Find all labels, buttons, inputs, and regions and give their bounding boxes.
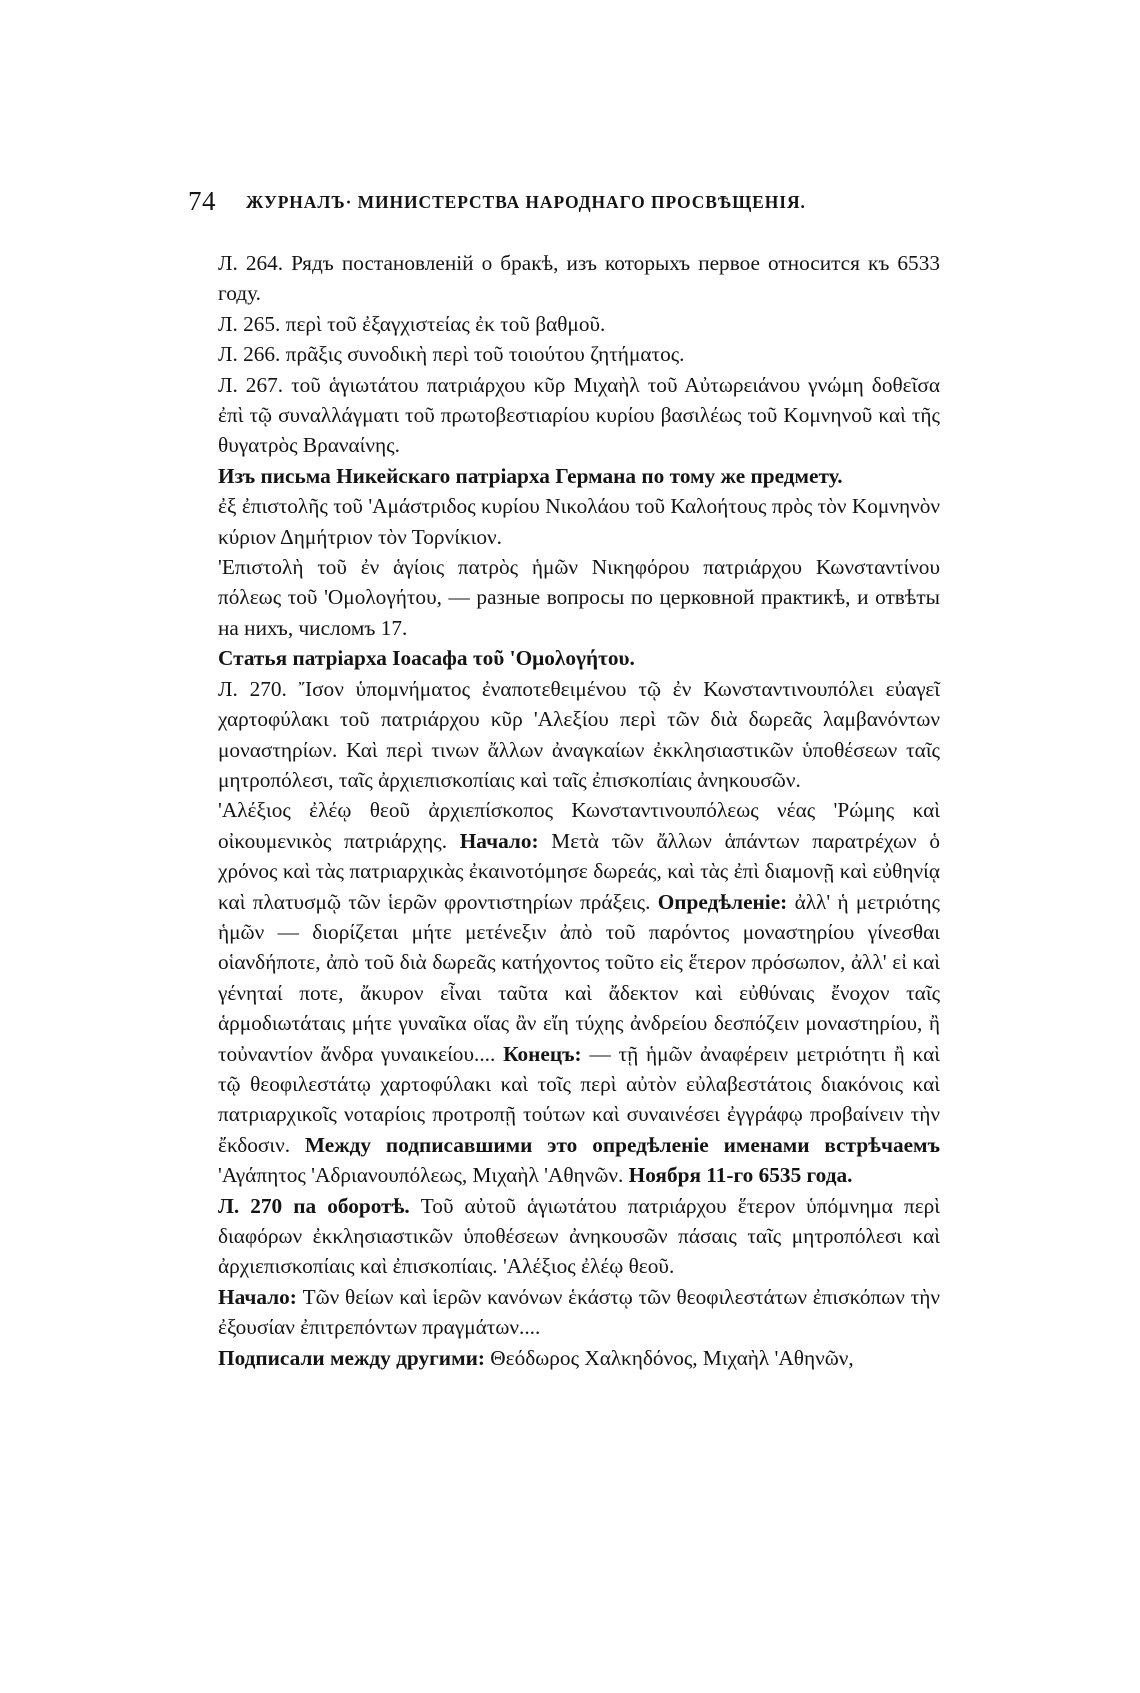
entry-l265: Л. 265. περὶ τοῦ ἐξαγχιστείας ἐκ τοῦ βαθμοῦ.: [218, 311, 606, 336]
page-body: [218, 248, 940, 1373]
entry-signatories: Подписали между другими: Θεόδωρος Χαλκηδόνος, Μιχαὴλ 'Αθηνῶν,: [218, 1345, 854, 1370]
entry-l267: Л. 267. τοῦ ἁγιωτάτου πατριάρχου κῦρ Μιχαὴλ τοῦ Αὐτωρειάνου γνώμη δοθεῖσα ἐπὶ τῷ συναλλάγματι τοῦ πρωτοβεστιαρίου κυρίου βασιλέως τοῦ Κομνηνοῦ καὶ τῆς θυγατρὸς Βραναίνης.: [218, 372, 940, 458]
entry-second-incipit: Начало: Τῶν θείων καὶ ἱερῶν κανόνων ἑκάστῳ τῶν θεοφιλεστάτων ἐπισκόπων τὴν ἐξουσίαν ἐπιτρεπόντων πραγμάτων....: [218, 1284, 940, 1340]
heading-germanus-letter: Изъ письма Никейскаго патріарха Германа по тому же предмету.: [218, 463, 843, 488]
running-head: [188, 186, 948, 220]
entry-l270-verso: Л. 270 па оборотѣ. Τοῦ αὐτοῦ ἁγιωτάτου πατριάρχου ἕτερον ὑπόμνημα περὶ διαφόρων ἐκκλησιαστικῶν ὑποθέσεων ἀνηκουσῶν πάσαις ταῖς μητροπόλεσι καὶ ἀρχιεπισκοπίαις καὶ ἐπισκοπίαις. 'Αλέξιος ἐλέῳ θεοῦ.: [218, 1193, 940, 1279]
entry-l266: Л. 266. πρᾶξις συνοδικὴ περὶ τοῦ τοιούτου ζητήματος.: [218, 342, 685, 367]
entry-l264: Л. 264. Рядъ постановленій о бракѣ, изъ которыхъ первое относится къ 6533 году.: [218, 251, 940, 306]
entry-l270: Л. 270. Ἴσον ὑπομνήματος ἐναποτεθειμένου τῷ ἐν Κωνσταντινουπόλει εὐαγεῖ χαρτοφύλακι τοῦ πατριάρχου κῦρ 'Αλεξίου περὶ τῶν διὰ δωρεᾶς λαμβανόντων μοναστηρίων. Καὶ περὶ τινων ἄλλων ἀναγκαίων ἐκκλησιαστικῶν ὑποθέσεων ταῖς μητροπόλεσι, ταῖς ἀρχιεπισκοπίαις καὶ ταῖς ἐπισκοπίαις ἀνηκουσῶν.: [218, 676, 940, 792]
entry-nicephorus-letter: 'Επιστολὴ τοῦ ἐν ἁγίοις πατρὸς ἡμῶν Νικηφόρου πατριάρχου Κωνσταντίνου πόλεως τοῦ 'Ομολογήτου, — разные вопросы по церковной практикѣ, и отвѣты на нихъ, числомъ 17.: [218, 555, 940, 640]
page-number: 74: [188, 186, 216, 216]
entry-amastris-letter: ἐξ ἐπιστολῆς τοῦ 'Αμάστριδος κυρίου Νικολάου τοῦ Καλοήτους πρὸς τὸν Κομνηνὸν κύριον Δημήτριον τὸν Τορνίκιον.: [218, 494, 940, 549]
entry-alexios-decree: 'Αλέξιος ἐλέῳ θεοῦ ἀρχιεπίσκοπος Κωνσταντινουπόλεως νέας 'Ρώμης καὶ οἰκουμενικὸς πατριάρχης. Начало: Μετὰ τῶν ἄλλων ἁπάντων παρατρέχων ὁ χρόνος καὶ τὰς πατριαρχικὰς ἐκαινοτόμησε δωρεάς, καὶ τὰς ἐπὶ διαμονῇ καὶ εὐθηνίᾳ καὶ πλατυσμῷ τῶν ἱερῶν φροντιστηρίων πράξεις. Опредѣленіе: ἀλλ' ἡ μετριότης ἡμῶν — διορίζεται μήτε μετένεξιν ἀπὸ τοῦ παρόντος μοναστηρίου γίνεσθαι οἱανδήποτε, ἀπὸ τοῦ διὰ δωρεᾶς κατήχοντος τοῦτο εἰς ἕτερον πρόσωπον, ἀλλ' εἰ καὶ γένηταί ποτε, ἄκυρον εἶναι ταῦτα καὶ ἄδεκτον καὶ εὐθύναις ἔνοχον ταῖς ἁρμοδιωτάταις μήτε γυναῖκα οἵας ἂν εἴη τύχης ἀνδρείου δεσπόζειν μοναστηρίου, ἢ τοὐναντίον ἄνδρα γυναικείου.... Конецъ: — τῇ ἡμῶν ἀναφέρειν μετριότητι ἢ καὶ τῷ θεοφιλεστάτῳ χαρτοφύλακι καὶ τοῖς περὶ αὐτὸν εὐλαβεστάτοις διακόνοις καὶ πατριαρχικοῖς νοταρίοις προτροπῇ τούτων καὶ συναινέσει ἐγγράφῳ προβαίνειν τὴν ἔκδοσιν. Между подписавшими это опредѣленіе именами встрѣчаемъ 'Αγάπητος 'Αδριανουπόλεως, Μιχαὴλ 'Αθηνῶν. Ноября 11-го 6535 года.: [218, 798, 941, 1188]
heading-ioasaph-article: Статья патріарха Іоасафа τοῦ 'Ομολογήτου.: [218, 646, 635, 671]
journal-title: ЖУРНАЛЪ· МИНИСТЕРСТВА НАРОДНАГО ПРОСВѢЩЕНІЯ.: [246, 192, 806, 212]
